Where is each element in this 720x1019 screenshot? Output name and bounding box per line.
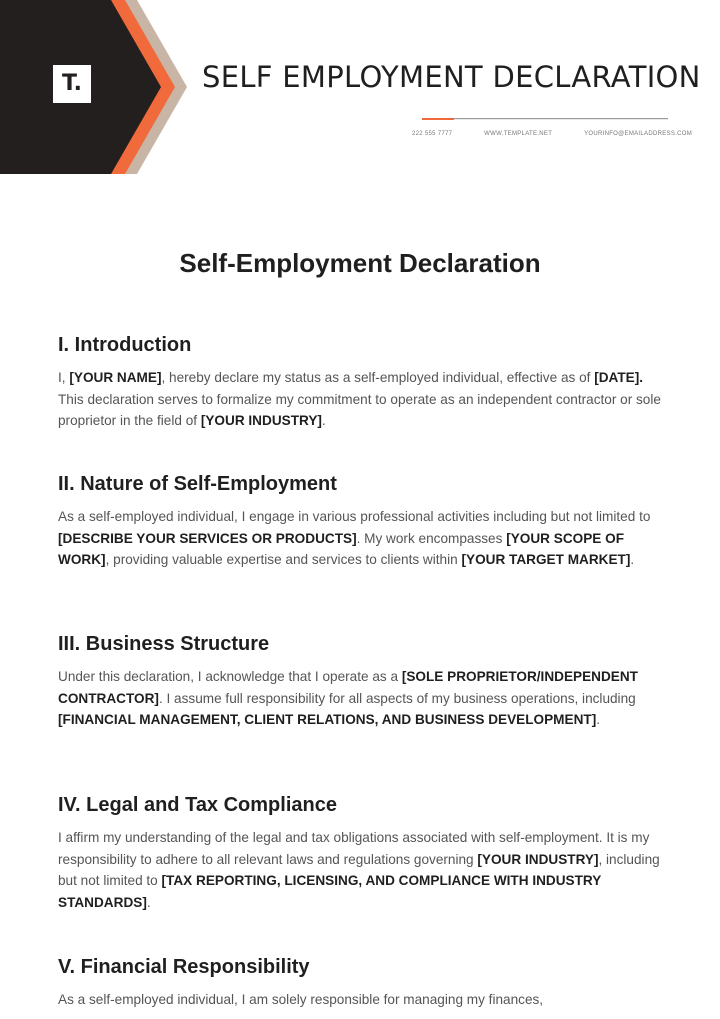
section-financial-responsibility xyxy=(58,956,668,1011)
section-body xyxy=(58,827,668,913)
body-text: , including but not limited to xyxy=(58,851,660,889)
section-heading: III. Business Structure xyxy=(58,633,270,655)
placeholder-field: [SOLE PROPRIETOR/INDEPENDENT CONTRACTOR] xyxy=(58,669,638,706)
body-text: , hereby declare my status as a self-employed individual, effective as of xyxy=(161,370,595,385)
document-title: Self-Employment Declaration xyxy=(179,248,541,278)
logo-mark: T. xyxy=(61,71,83,96)
logo xyxy=(50,62,94,106)
contact-row xyxy=(412,131,692,137)
section-body xyxy=(58,666,668,731)
section-heading: I. Introduction xyxy=(58,334,192,356)
header-title: SELF EMPLOYMENT DECLARATION xyxy=(202,60,701,94)
section-body xyxy=(58,506,668,571)
body-text: As a self-employed individual, I am solely responsible for managing my finances, xyxy=(58,992,544,1007)
body-text: . xyxy=(321,413,326,429)
body-text: , providing valuable expertise and services to clients within xyxy=(105,552,462,568)
placeholder-field: [YOUR NAME] xyxy=(69,370,162,385)
placeholder-field: [TAX REPORTING, LICENSING, AND COMPLIANCE WITH INDUSTRY STANDARDS] xyxy=(58,873,602,910)
body-text: I affirm my understanding of the legal and tax obligations associated with self-employment. It is my responsibility to adhere to all relevant laws and regulations governing xyxy=(58,830,650,867)
body-text: As a self-employed individual, I engage in various professional activities including but not limited to xyxy=(58,509,651,524)
body-text: . xyxy=(630,552,635,568)
section-heading: II. Nature of Self-Employment xyxy=(58,473,337,495)
placeholder-field: [DATE]. xyxy=(594,370,644,385)
section-legal-and-tax-compliance xyxy=(58,794,668,913)
contact-website: WWW.TEMPLATE.NET xyxy=(484,131,553,137)
placeholder-field: [FINANCIAL MANAGEMENT, CLIENT RELATIONS, AND BUSINESS DEVELOPMENT] xyxy=(58,712,597,728)
section-heading: V. Financial Responsibility xyxy=(58,956,310,978)
section-body xyxy=(58,989,668,1011)
section-heading: IV. Legal and Tax Compliance xyxy=(58,794,337,816)
body-text: This declaration serves to formalize my commitment to operate as an independent contractor or sole proprietor in the field of xyxy=(58,391,661,429)
placeholder-field: [DESCRIBE YOUR SERVICES OR PRODUCTS] xyxy=(58,530,357,546)
header-divider-orange xyxy=(422,118,454,120)
contact-email: YOURINFO@EMAILADDRESS.COM xyxy=(584,131,692,137)
section-introduction xyxy=(58,334,668,432)
body-text: I, xyxy=(58,370,70,385)
header-divider-gray xyxy=(454,118,668,119)
section-nature-of-self-employment xyxy=(58,473,668,571)
body-text: Under this declaration, I acknowledge that I operate as a xyxy=(58,669,402,684)
placeholder-field: [YOUR TARGET MARKET] xyxy=(461,552,631,568)
section-business-structure xyxy=(58,633,668,731)
placeholder-field: [YOUR SCOPE OF WORK] xyxy=(58,530,625,568)
placeholder-field: [YOUR INDUSTRY] xyxy=(477,851,599,867)
body-text: . xyxy=(146,894,151,910)
contact-phone: 222 555 7777 xyxy=(412,131,453,137)
section-body xyxy=(58,367,668,432)
body-text: . xyxy=(596,712,601,728)
placeholder-field: [YOUR INDUSTRY] xyxy=(200,413,322,429)
body-text: . My work encompasses xyxy=(356,530,507,546)
body-text: . I assume full responsibility for all aspects of my business operations, including xyxy=(158,690,636,706)
